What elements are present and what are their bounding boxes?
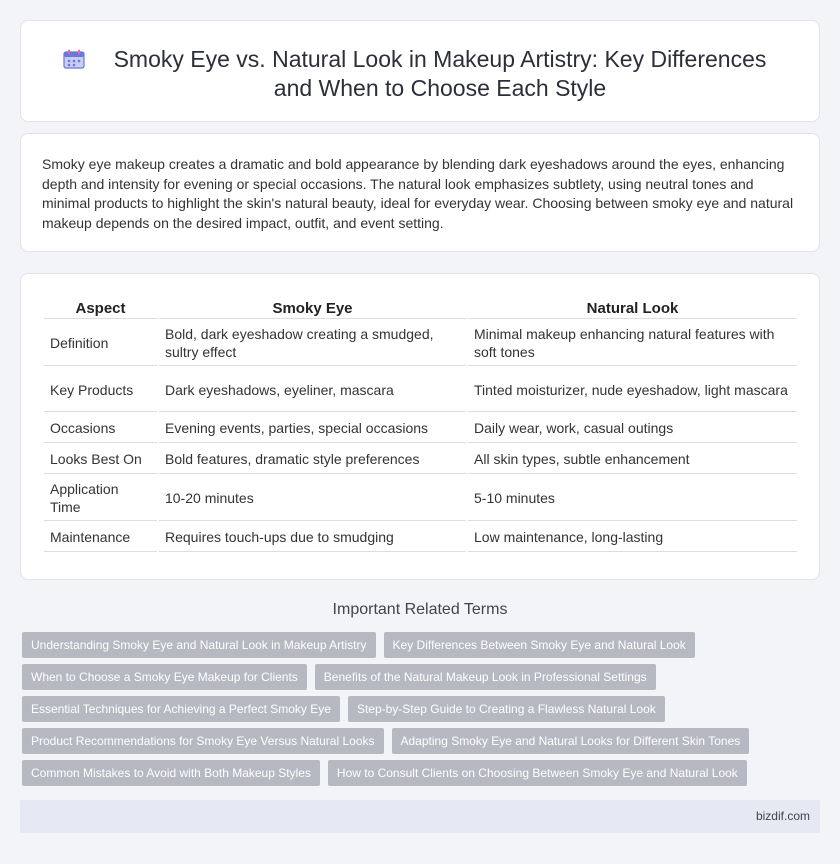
table-cell-aspect: Maintenance: [44, 523, 157, 552]
table-header-row: [44, 298, 797, 319]
table-cell-natural: Daily wear, work, casual outings: [468, 414, 797, 443]
table-cell-smoky: Evening events, parties, special occasions: [159, 414, 466, 443]
table-row: [44, 321, 797, 366]
related-term-tag[interactable]: Essential Techniques for Achieving a Perfect Smoky Eye: [22, 696, 340, 722]
comparison-table: [42, 296, 799, 554]
table-cell-aspect: Definition: [44, 321, 157, 366]
table-cell-natural: Minimal makeup enhancing natural features with soft tones: [468, 321, 797, 366]
intro-card: [20, 133, 820, 252]
header-aspect: Aspect: [44, 298, 157, 319]
table-cell-smoky: Requires touch-ups due to smudging: [159, 523, 466, 552]
related-terms-list: [22, 632, 822, 792]
related-term-tag[interactable]: When to Choose a Smoky Eye Makeup for Clients: [22, 664, 307, 690]
footer-site-link[interactable]: bizdif.com: [755, 809, 810, 823]
table-cell-smoky: Dark eyeshadows, eyeliner, mascara: [159, 368, 466, 412]
related-terms-heading: Important Related Terms: [332, 601, 508, 618]
table-cell-aspect: Occasions: [44, 414, 157, 443]
table-row: [44, 414, 797, 443]
table-cell-smoky: Bold features, dramatic style preferences: [159, 445, 466, 474]
table-row: [44, 368, 797, 412]
table-cell-natural: All skin types, subtle enhancement: [468, 445, 797, 474]
related-term-tag[interactable]: Adapting Smoky Eye and Natural Looks for Different Skin Tones: [392, 728, 750, 754]
intro-paragraph: Smoky eye makeup creates a dramatic and bold appearance by blending dark eyeshadows around the eyes, enhancing depth and intensity for evening or special occasions. The natural look emphasizes subtlety, using neutral tones and minimal products to highlight the skin's natural beauty, ideal for everyday wear. Choosing between smoky eye and natural makeup depends on the desired impact, outfit, and event setting.: [42, 156, 794, 231]
table-cell-aspect: Key Products: [44, 368, 157, 412]
related-term-tag[interactable]: Common Mistakes to Avoid with Both Makeup Styles: [22, 760, 320, 786]
header-natural-look: Natural Look: [468, 298, 797, 319]
title-card: [20, 20, 820, 122]
related-term-tag[interactable]: Understanding Smoky Eye and Natural Look in Makeup Artistry: [22, 632, 376, 658]
comparison-card: [20, 273, 820, 580]
table-cell-aspect: Application Time: [44, 476, 157, 521]
header-smoky-eye: Smoky Eye: [159, 298, 466, 319]
table-row: [44, 445, 797, 474]
related-term-tag[interactable]: Key Differences Between Smoky Eye and Natural Look: [384, 632, 695, 658]
related-term-tag[interactable]: Product Recommendations for Smoky Eye Versus Natural Looks: [22, 728, 384, 754]
table-row: [44, 523, 797, 552]
table-cell-aspect: Looks Best On: [44, 445, 157, 474]
related-term-tag[interactable]: Step-by-Step Guide to Creating a Flawless Natural Look: [348, 696, 665, 722]
table-cell-smoky: Bold, dark eyeshadow creating a smudged, sultry effect: [159, 321, 466, 366]
footer-bar: [20, 800, 820, 833]
table-cell-smoky: 10-20 minutes: [159, 476, 466, 521]
table-cell-natural: 5-10 minutes: [468, 476, 797, 521]
table-row: [44, 476, 797, 521]
table-cell-natural: Low maintenance, long-lasting: [468, 523, 797, 552]
table-cell-natural: Tinted moisturizer, nude eyeshadow, light mascara: [468, 368, 797, 412]
page-title: Smoky Eye vs. Natural Look in Makeup Artistry: Key Differences and When to Choose Each Style: [113, 46, 767, 101]
related-term-tag[interactable]: How to Consult Clients on Choosing Between Smoky Eye and Natural Look: [328, 760, 747, 786]
related-term-tag[interactable]: Benefits of the Natural Makeup Look in Professional Settings: [315, 664, 656, 690]
